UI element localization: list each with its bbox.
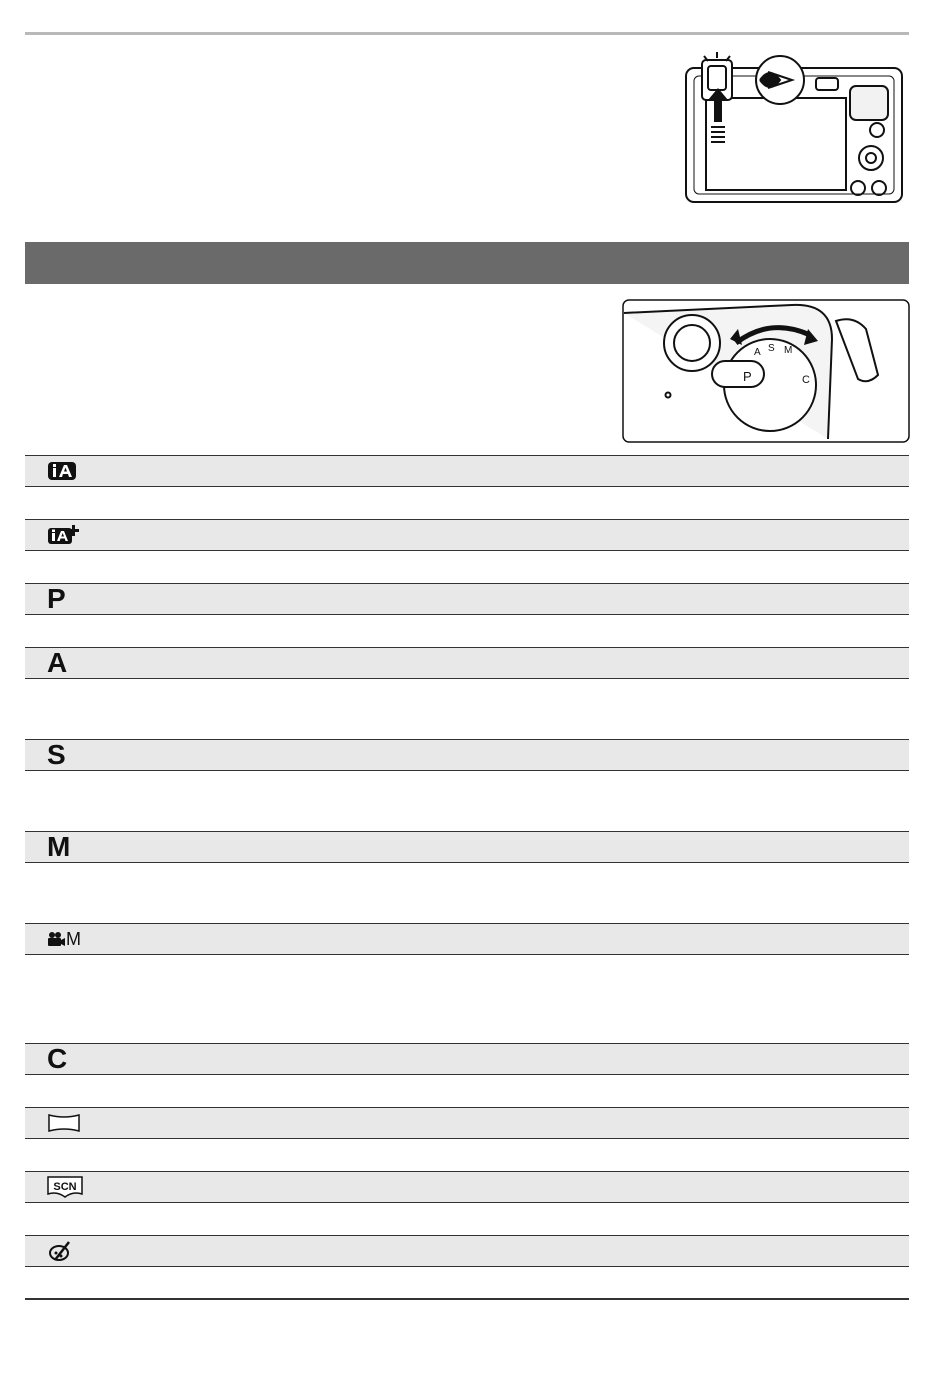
shutter-priority-icon bbox=[47, 740, 91, 770]
bottom-rule bbox=[25, 1298, 909, 1300]
dial-label-c: C bbox=[802, 374, 810, 386]
dial-label-a: A bbox=[754, 347, 761, 358]
dial-label-s: S bbox=[768, 343, 775, 354]
mode-row-scn bbox=[25, 1171, 909, 1203]
top-rule bbox=[25, 32, 909, 35]
mode-row-panorama bbox=[25, 1107, 909, 1139]
mode-row-ia bbox=[25, 455, 909, 487]
mode-label-a: A bbox=[47, 647, 68, 678]
section-title bbox=[25, 253, 39, 273]
dial-label-m: M bbox=[784, 345, 793, 356]
mode-label-s: S bbox=[47, 739, 66, 770]
creative-video-icon bbox=[47, 924, 91, 954]
mode-row-s bbox=[25, 739, 909, 771]
mode-row-creative-video bbox=[25, 923, 909, 955]
program-ae-icon bbox=[47, 584, 91, 614]
creative-video-label: M bbox=[66, 929, 81, 949]
scene-guide-icon bbox=[47, 1172, 91, 1202]
mode-row-m bbox=[25, 831, 909, 863]
creative-control-icon bbox=[47, 1236, 91, 1266]
mode-label-m: M bbox=[47, 831, 71, 862]
eye-sensor-illustration bbox=[684, 52, 910, 204]
mode-dial-illustration bbox=[622, 299, 910, 443]
mode-label-c: C bbox=[47, 1043, 68, 1074]
intelligent-auto-plus-icon bbox=[47, 520, 91, 550]
mode-row-creative-control bbox=[25, 1235, 909, 1267]
aperture-priority-icon bbox=[47, 648, 91, 678]
scn-text: SCN bbox=[53, 1181, 77, 1193]
mode-row-c bbox=[25, 1043, 909, 1075]
section-header-bar bbox=[25, 242, 909, 284]
manual-exposure-icon bbox=[47, 832, 91, 862]
dial-label-p: P bbox=[743, 369, 752, 384]
custom-mode-icon bbox=[47, 1044, 91, 1074]
intelligent-auto-icon bbox=[47, 456, 91, 486]
mode-row-a bbox=[25, 647, 909, 679]
mode-row-ia-plus bbox=[25, 519, 909, 551]
mode-label-p: P bbox=[47, 583, 66, 614]
mode-row-p bbox=[25, 583, 909, 615]
panorama-icon bbox=[47, 1108, 91, 1138]
